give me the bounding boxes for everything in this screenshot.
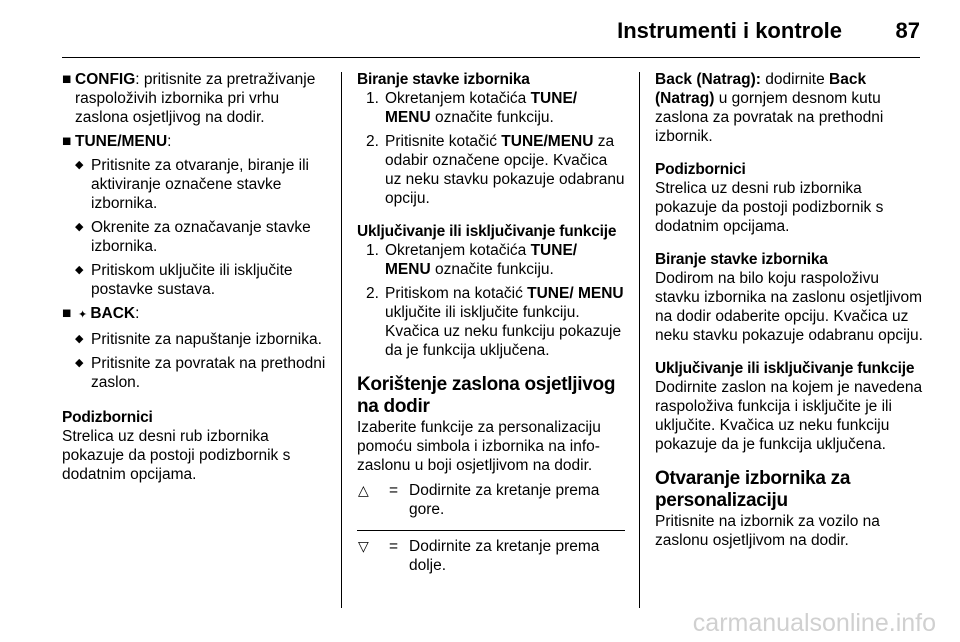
list-item [357,89,625,127]
table-row-text: Dodirnite za kretanje prema dolje. [409,538,600,574]
step-text: označite funkciju. [430,109,554,126]
select-heading: Biranje stavke izbornika [357,71,530,88]
open-heading: Otvaranje izbornika za personalizaciju [655,468,851,511]
square-bullet-icon: ■ [62,133,72,150]
back-item [62,304,330,325]
back-paragraph [655,70,923,146]
step-text: za odabir označene opcije. Kvačica uz neku stavku pokazuje odabranu opciju. [385,133,625,207]
config-item [62,70,330,127]
table-row-text: Dodirnite za kretanje prema gore. [409,482,600,518]
toggle-heading: Uključivanje ili isključivanje funkcije [655,360,915,377]
step-number: 2. [366,285,379,302]
page-number: 87 [895,18,920,43]
diamond-bullet-icon: ◆ [75,159,84,171]
config-text: : pritisnite za pretraživanje raspoloživih izbornika pri vrhu zaslona osjetljivog na dodir. [75,71,316,126]
back-text: dodirnite [760,71,830,88]
back-bold: Back (Natrag) [655,71,867,107]
step-bold: TUNE/MENU [501,133,594,150]
step-number: 1. [366,90,379,107]
tune-menu-label: TUNE/MENU [75,133,168,150]
square-bullet-icon: ■ [62,71,72,88]
touch-heading: Korištenje zaslona osjetljivog na dodir [357,374,616,417]
list-item [62,261,330,299]
step-text: uključite ili isključite funkciju. Kvačica uz neku funkciju pokazuje da je funkcija uključena. [385,304,622,359]
step-text: Pritiskom na kotačić [385,285,528,302]
column-3 [655,70,923,550]
back-text: u gornjem desnom kutu zaslona za povratak na prethodni izbornik. [655,90,884,145]
step-bold: TUNE/ MENU [385,90,578,126]
diamond-bullet-icon: ◆ [75,357,84,369]
list-item [62,354,330,392]
back-colon: : [135,305,140,322]
diamond-bullet-icon: ◆ [75,333,84,345]
step-text: Okretanjem kotačića [385,242,531,259]
list-item [62,218,330,256]
table-divider [357,530,625,531]
page-header-title: Instrumenti i kontrole [617,18,842,43]
back-label: Back (Natrag): [655,71,761,88]
tune-menu-colon: : [167,133,172,150]
column-1 [62,70,330,484]
list-item [357,284,625,360]
equals-sign: = [389,538,399,555]
triangle-down-icon: ▽ [358,538,369,554]
back-arrow-icon: ✦ [75,309,91,321]
diamond-bullet-icon: ◆ [75,264,84,276]
select-text: Dodirom na bilo koju raspoloživu stavku izbornika na zaslonu osjetljivom na dodir odaberite opciju. Kvačica uz neku stavku pokazuje odabranu opciju. [655,270,923,344]
diamond-bullet-icon: ◆ [75,221,84,233]
open-text: Pritisnite na izbornik za vozilo na zaslonu osjetljivom na dodir. [655,513,880,549]
step-bold: TUNE/ MENU [527,285,624,302]
column-2 [357,70,625,582]
submenus-text: Strelica uz desni rub izbornika pokazuje da postoji podizbornik s dodatnim opcijama. [655,180,884,235]
config-label: CONFIG [75,71,136,88]
step-bold: TUNE/ MENU [385,242,578,278]
step-text: Okretanjem kotačića [385,90,531,107]
tune-item-2: Pritiskom uključite ili isključite postavke sustava. [91,262,293,298]
square-bullet-icon: ■ [62,305,72,322]
table-row [357,481,625,526]
list-item [357,241,625,279]
equals-sign: = [389,482,399,499]
tune-item-1: Okrenite za označavanje stavke izbornika. [91,219,311,255]
submenus-heading: Podizbornici [62,409,153,426]
back-label: BACK [90,305,136,322]
tune-item-0: Pritisnite za otvaranje, biranje ili aktiviranje označene stavke izbornika. [91,157,309,212]
back-item-1: Pritisnite za povratak na prethodni zaslon. [91,355,326,391]
step-text: označite funkciju. [430,261,554,278]
list-item [62,156,330,213]
touch-text: Izaberite funkcije za personalizaciju pomoću simbola i izbornika na info-zaslonu u boji osjetljivom na dodir. [357,419,601,474]
step-text: Pritisnite kotačić [385,133,502,150]
tune-menu-item [62,132,330,151]
list-item [62,330,330,349]
toggle-text: Dodirnite zaslon na kojem je navedena raspoloživa funkcija i isključite je ili uključite. Kvačica uz neku funkciju pokazuje da je funkcija uključena. [655,379,923,453]
watermark: carmanualsonline.info [692,609,936,637]
select-heading: Biranje stavke izbornika [655,251,828,268]
submenus-text: Strelica uz desni rub izbornika pokazuje da postoji podizbornik s dodatnim opcijama. [62,428,291,483]
submenus-heading: Podizbornici [655,161,746,178]
triangle-up-icon: △ [358,482,369,498]
list-item [357,132,625,208]
header-rule [62,57,920,58]
step-number: 1. [366,242,379,259]
back-item-0: Pritisnite za napuštanje izbornika. [91,331,322,348]
column-divider-1 [341,72,342,608]
toggle-heading: Uključivanje ili isključivanje funkcije [357,223,617,240]
table-row [357,537,625,582]
step-number: 2. [366,133,379,150]
column-divider-2 [639,72,640,608]
